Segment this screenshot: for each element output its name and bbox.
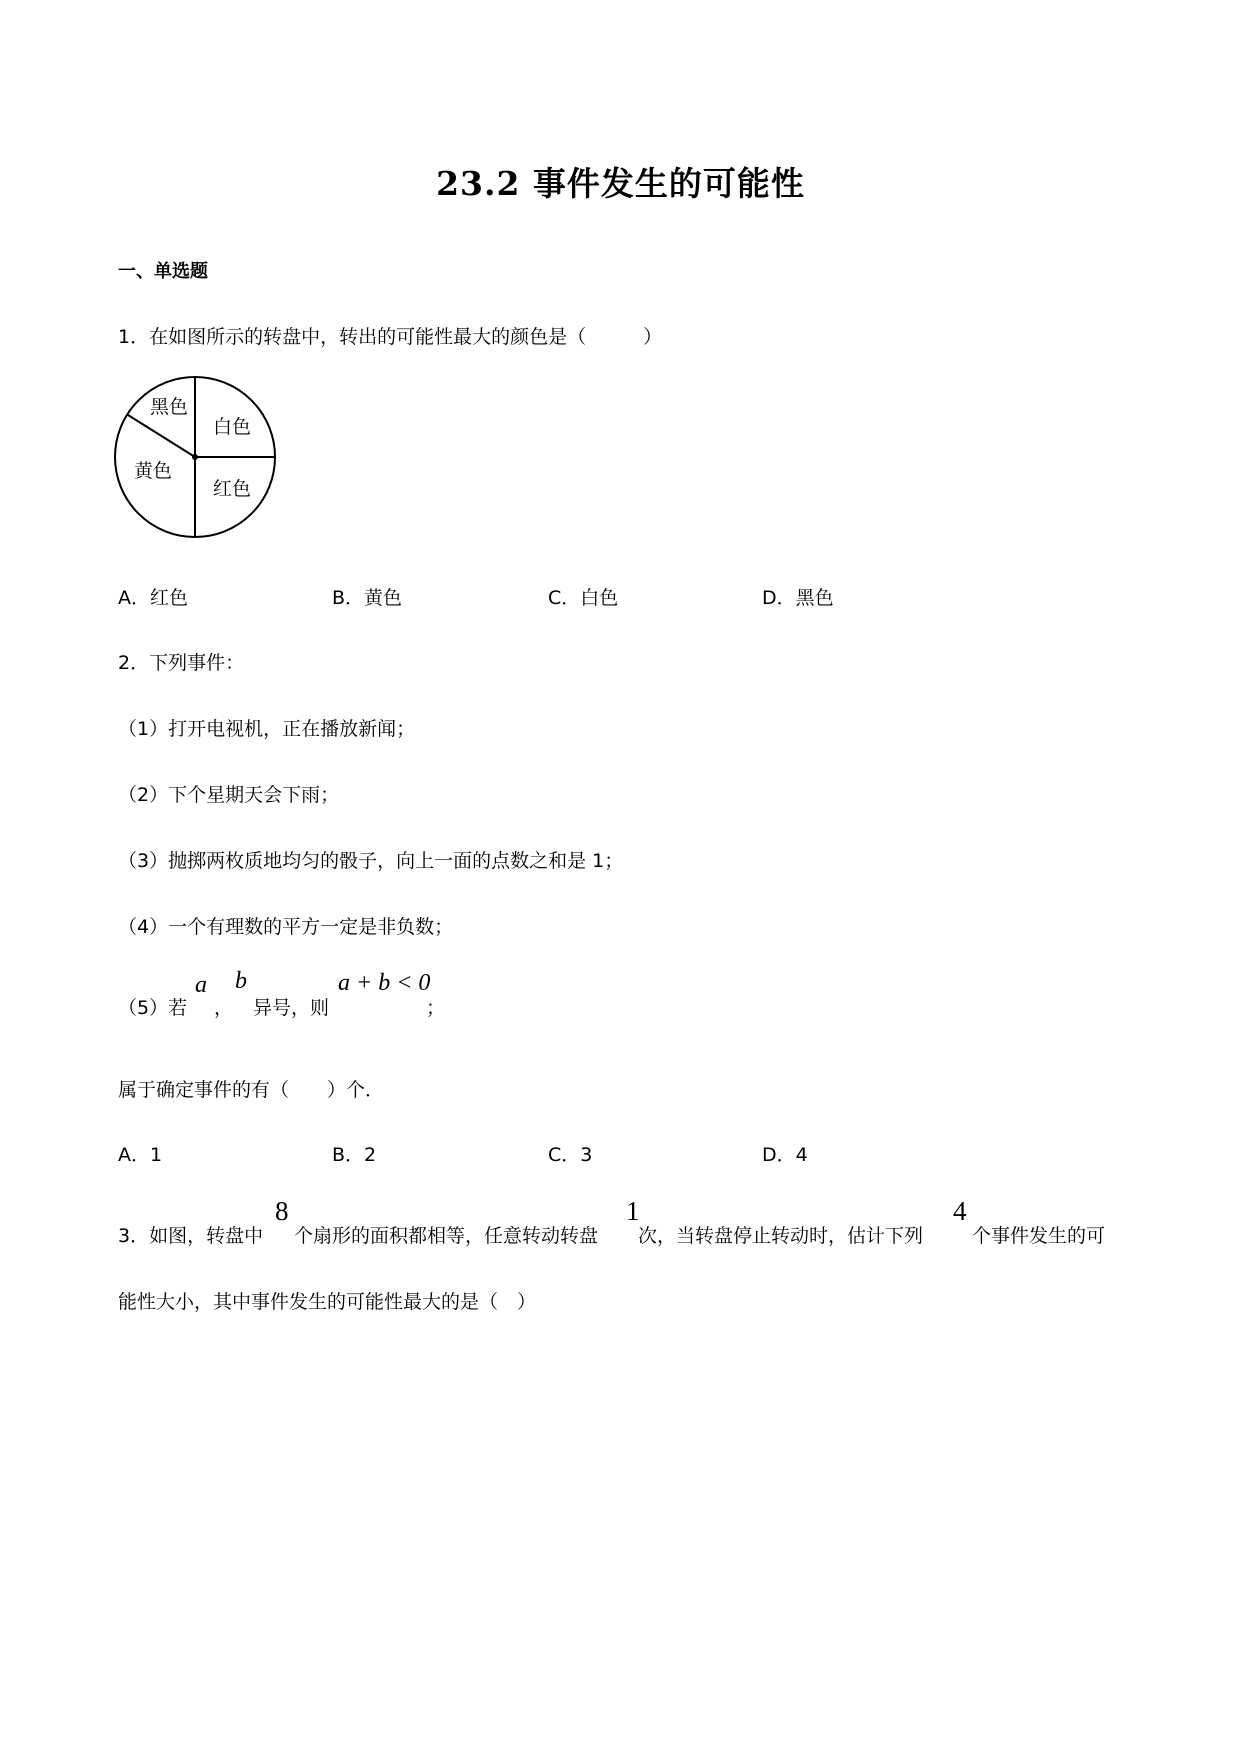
spinner-label-white: 白色 bbox=[213, 416, 252, 438]
q1-option-a[interactable]: A．红色 bbox=[118, 587, 188, 609]
spinner-label-black: 黑色 bbox=[150, 396, 189, 418]
q2-option-b[interactable]: B．2 bbox=[332, 1144, 377, 1166]
q3-number-8: 8 bbox=[275, 1196, 289, 1226]
q2-item-2: （2）下个星期天会下雨； bbox=[118, 784, 340, 806]
q1-option-d[interactable]: D．黑色 bbox=[762, 587, 834, 609]
q2-item-1: （1）打开电视机，正在播放新闻； bbox=[118, 718, 416, 740]
q1-option-c[interactable]: C．白色 bbox=[548, 587, 619, 609]
q2-item-5-var-b: b bbox=[235, 968, 247, 994]
q2-item-5-var-a: a bbox=[195, 972, 207, 998]
q2-stem: 2．下列事件： bbox=[118, 652, 245, 674]
q2-item-5-prefix: （5）若 bbox=[118, 997, 188, 1019]
q2-item-3: （3）抛掷两枚质地均匀的骰子，向上一面的点数之和是 1； bbox=[118, 850, 624, 872]
q2-option-c[interactable]: C．3 bbox=[548, 1144, 593, 1166]
q2-item-4: （4）一个有理数的平方一定是非负数； bbox=[118, 916, 454, 938]
q1-stem: 1．在如图所示的转盘中，转出的可能性最大的颜色是（ ） bbox=[118, 326, 663, 348]
page-title: 23.2 事件发生的可能性 bbox=[436, 164, 805, 203]
q3-part-2: 个扇形的面积都相等，任意转动转盘 bbox=[294, 1225, 599, 1247]
q3-part-4: 个事件发生的可 bbox=[972, 1225, 1106, 1247]
q3-line-2: 能性大小，其中事件发生的可能性最大的是（ ） bbox=[118, 1291, 537, 1313]
spinner-label-red: 红色 bbox=[213, 478, 252, 500]
q3-number-1: 1 bbox=[626, 1196, 640, 1226]
q2-item-5-comma: ， bbox=[214, 997, 234, 1019]
q2-item-5-middle: 异号，则 bbox=[253, 997, 330, 1019]
q3-part-1: 3．如图，转盘中 bbox=[118, 1225, 264, 1247]
q2-item-5-end: ； bbox=[426, 997, 446, 1019]
q3-number-4: 4 bbox=[953, 1196, 967, 1226]
spinner-center bbox=[192, 454, 198, 460]
q2-item-5-expr: a + b < 0 bbox=[338, 970, 431, 996]
spinner-label-yellow: 黄色 bbox=[134, 460, 173, 482]
q2-question: 属于确定事件的有（ ）个． bbox=[118, 1079, 385, 1101]
q1-option-b[interactable]: B．黄色 bbox=[332, 587, 403, 609]
spinner-figure bbox=[110, 372, 290, 542]
section-heading: 一、单选题 bbox=[118, 261, 208, 282]
q2-option-a[interactable]: A．1 bbox=[118, 1144, 163, 1166]
q3-part-3: 次，当转盘停止转动时，估计下列 bbox=[638, 1225, 924, 1247]
q2-option-d[interactable]: D．4 bbox=[762, 1144, 808, 1166]
